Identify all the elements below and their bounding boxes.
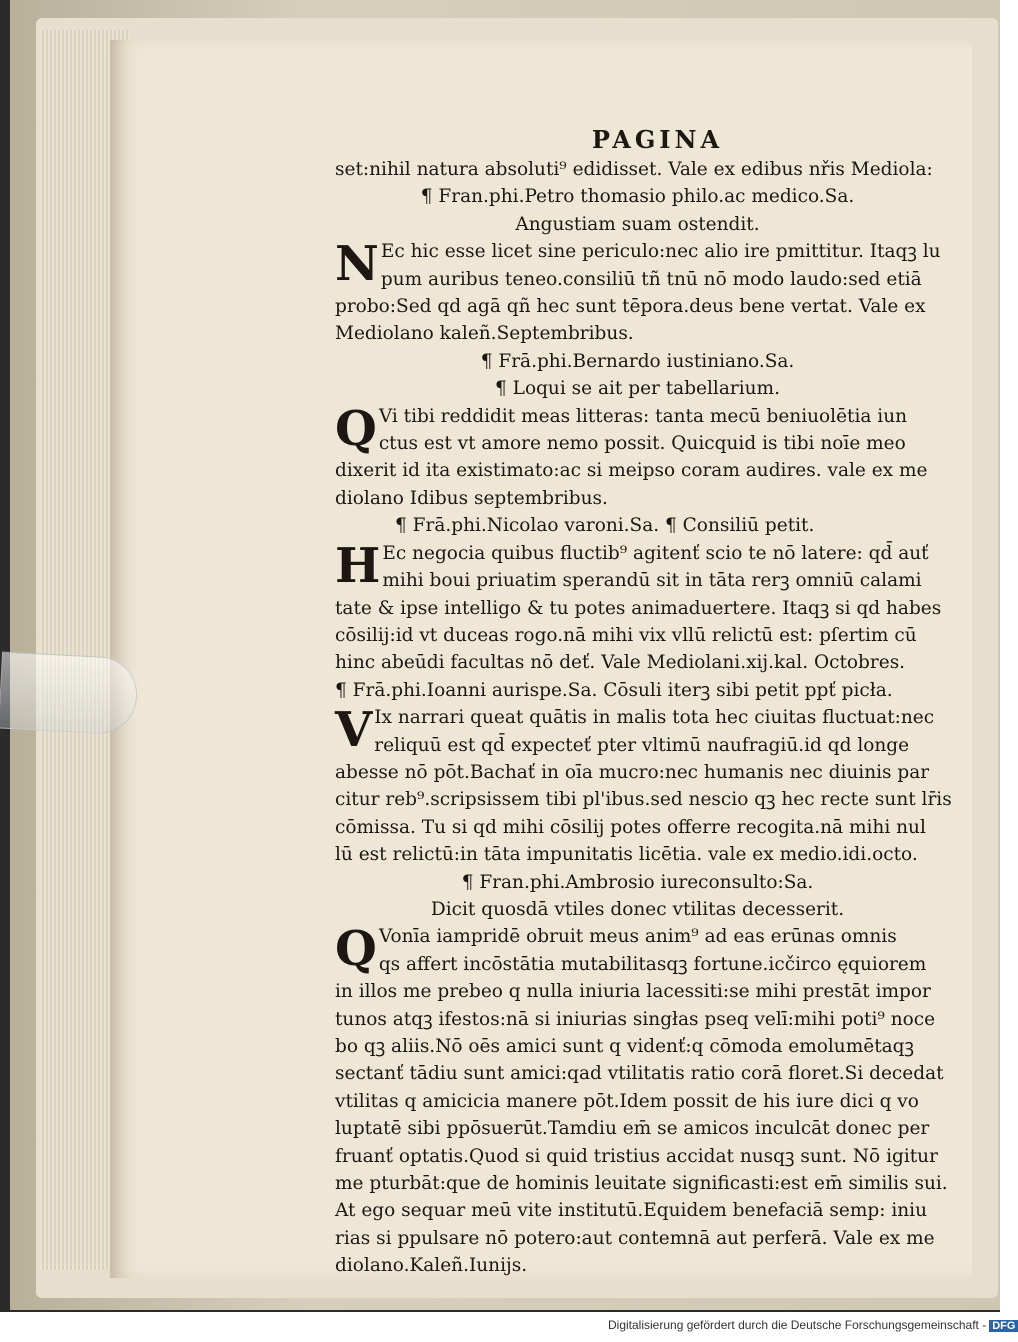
text-line: luptatē sibi ppōsuerūt.Tamdiu em̄ se amicos inculcāt donec per (335, 1118, 930, 1140)
paragraph (335, 923, 940, 978)
text-line: Ix narrari queat quātis in malis tota hec ciuitas fluctuat:nec (374, 707, 935, 729)
text-line: Mediolano kaleñ.Septembribus. (335, 323, 634, 345)
drop-capital: N (335, 236, 379, 293)
text-line: abesse nō pōt.Bachať in oīa mucro:nec humanis nec diuinis par (335, 761, 930, 783)
text-line: bo qꝫ aliis.Nō oēs amici sunt q videnť:q cōmoda emolumētaqꝫ (335, 1036, 914, 1057)
text-line: lū est relictū:in tāta impunitatis licētia. vale ex medio.idi.octo. (335, 844, 918, 866)
text-line: hinc abeūdi facultas nō deť. Vale Mediolani.xij.kal. Octobres. (335, 652, 906, 674)
text-line: cōsilij:id vt duceas rogo.nā mihi vix vllū relictū est: pſertim cū (335, 624, 917, 646)
text-line: citur reb⁹.scripsissem tibi pl'ibus.sed nescio qꝫ hec recte sunt lr̄is (335, 789, 952, 811)
credit-text: Digitalisierung gefördert durch die Deutsche Forschungsgemeinschaft - (608, 1318, 987, 1332)
text-line: mihi boui priuatim sperandū sit in tāta rerꝫ omniū calami (382, 570, 922, 592)
text-line: dixerit id ita existimato:ac si meipso coram audires. vale ex me (335, 460, 928, 482)
paragraph (335, 400, 940, 458)
text-line: cōmissa. Tu si qd mihi cōsilij potes offerre recogita.nā mihi nul (335, 816, 926, 838)
paragraph (335, 537, 940, 595)
letter-heading: ¶ Frā.phi.Bernardo iustiniano.Sa. (480, 350, 795, 372)
text-line: Ec negocia quibus fluctib⁹ agitenť scio te nō latere: qd̄ auť (382, 542, 929, 564)
text-line: qs affert incōstātia mutabilitasqꝫ fortune.icčirco ęquiorem (378, 953, 927, 975)
text-line: vtilitas q amicicia manere pōt.Idem possit de his iure dici q vo (335, 1090, 919, 1112)
digitization-credit (608, 1318, 1018, 1332)
paragraph (335, 704, 940, 759)
page-text (335, 125, 952, 1280)
text-line: Vonīa iampridē obruit meus anim⁹ ad eas erūnas omnis (378, 926, 897, 948)
text-line: in illos me prebeo q nulla iniuria lacessiti:se mihi prestāt impor (335, 981, 931, 1003)
letter-heading: ¶ Frā.phi.Ioanni aurispe.Sa. Cōsuli iterꝫ sibi petit ppť picła. (335, 679, 893, 701)
text-line: set:nihil natura absoluti⁹ edidisset. Vale ex edibus nřis Mediola: (335, 159, 933, 180)
letter-summary: Dicit quosdā vtiles donec vtilitas decesserit. (430, 898, 845, 920)
text-line: Vi tibi reddidit meas litteras: tanta mecū beniuolētia iun (378, 405, 908, 427)
drop-capital: Q (335, 400, 377, 457)
drop-capital: V (335, 702, 373, 759)
drop-capital: Q (335, 921, 377, 978)
letter-summary: ¶ Loqui se ait per tabellarium. (495, 378, 780, 400)
text-line: diolano Idibus septembribus. (335, 487, 608, 509)
text-line: rias si ppulsare nō potero:aut contemnā aut perferā. Vale ex me (335, 1227, 935, 1249)
glass-page-holder (0, 651, 139, 735)
letter-heading: ¶ Frā.phi.Nicolao varoni.Sa. ¶ Consiliū petit. (395, 515, 815, 537)
letter-summary: Angustiam suam ostendit. (515, 213, 760, 235)
text-line: reliquū est qd̄ expecteť pter vltimū naufragiū.id qd longe (374, 734, 910, 756)
page-header: PAGINA (591, 125, 724, 154)
text-line: diolano.Kaleñ.Iunijs. (335, 1255, 528, 1277)
text-line: me pturbāt:que de hominis leuitate significasti:est em̄ similis sui. (335, 1173, 948, 1195)
text-line: sectanť tādiu sunt amici:qad vtilitatis ratio corā floret.Si decedat (335, 1063, 944, 1085)
letter-heading: ¶ Fran.phi.Petro thomasio philo.ac medico.Sa. (420, 186, 855, 208)
drop-capital: H (335, 537, 381, 594)
text-line: tunos atqꝫ ifestos:nā si iniurias singłas pseq velī:mihi poti⁹ noce (335, 1008, 936, 1030)
letter-heading: ¶ Fran.phi.Ambrosio iureconsulto:Sa. (461, 871, 814, 893)
text-line: fruanť optatis.Quod si quid tristius accidat nusqꝫ sunt. Nō igitur (335, 1145, 938, 1167)
text-line: ctus est vt amore nemo possit. Quicquid is tibi noīe meo (378, 433, 906, 455)
text-line: At ego sequar meū vite institutū.Equidem benefaciā semp: iniu (335, 1200, 927, 1222)
text-line: tate & ipse intelligo & tu potes animaduertere. Itaqꝫ si qd habes (335, 597, 942, 619)
text-line: probo:Sed qd agā qñ hec sunt tēpora.deus bene vertat. Vale ex (335, 296, 926, 318)
dfg-logo: DFG (989, 1320, 1018, 1332)
text-line: Ec hic esse licet sine periculo:nec alio ire pmittitur. Itaqꝫ lu (380, 241, 941, 263)
text-line: pum auribus teneo.consiliū tñ tnū nō modo laudo:sed etiā (380, 268, 922, 290)
paragraph (335, 238, 940, 293)
